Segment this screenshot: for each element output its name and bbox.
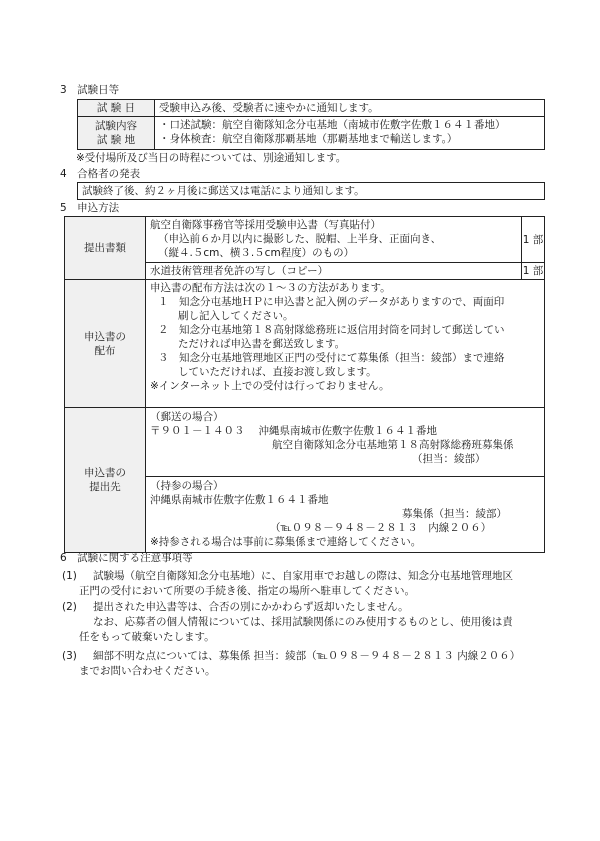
- mail-contact: （担当：綾部）: [412, 453, 486, 465]
- visit-block: [146, 477, 544, 552]
- section-3-note: ※受付場所及び当日の時程については、別途通知します。: [76, 152, 347, 164]
- exam-schedule-table: [77, 99, 545, 150]
- note-1-line1: 試験場（航空自衛隊知念分屯基地）に、自家用車でお越しの際は、知念分屯基地管理地区: [93, 570, 513, 582]
- application-form-line1: 航空自衛隊事務官等採用受験申込書（写真貼付）: [150, 219, 381, 231]
- exam-content-label-b: 試 験 地: [96, 134, 136, 146]
- distribution-method-2-cont: ただければ申込書を郵送致します。: [178, 338, 346, 350]
- note-2-line2: なお、応募者の個人情報については、採用試験関係にのみ使用するものとし、使用後は責: [93, 616, 513, 628]
- license-copy-text: 水道技術管理者免許の写し（コピー）: [146, 263, 522, 280]
- mail-org: 航空自衛隊知念分屯基地第１８高射隊総務班募集係: [272, 439, 514, 451]
- note-2-line3: 任をもって破棄いたします。: [79, 631, 215, 643]
- note-1-line2: 正門の受付において所要の手続き後、指定の場所へ駐車してください。: [79, 585, 415, 597]
- license-copy-qty: 1 部: [522, 263, 545, 280]
- visit-title: （持参の場合）: [150, 480, 224, 492]
- visit-tel: （℡０９８－９４８－２８１３ 内線２０６）: [270, 522, 492, 534]
- distribution-method-3: ３ 知念分屯基地管理地区正門の受付にて募集係（担当：綾部）まで連絡: [158, 352, 505, 364]
- distribution-method-1-cont: 刷し記入してください。: [178, 310, 294, 322]
- note-3-line2: までお問い合わせください。: [79, 665, 216, 677]
- section-3-heading: 3 試験日等: [60, 84, 120, 96]
- distribution-label-b: 配布: [94, 344, 116, 357]
- mail-zip: 〒９０１－１４０３: [150, 425, 245, 437]
- section-6-heading: 6 試験に関する注意事項等: [60, 552, 193, 564]
- mail-address-line: [150, 424, 540, 438]
- note-2-number: (2): [62, 601, 77, 613]
- application-form-line3: （縦４.５cm、横３.５cm程度）のもの）: [158, 247, 355, 259]
- note-1-number: (1): [62, 570, 77, 582]
- section-5-heading: 5 申込方法: [60, 202, 120, 214]
- visit-address: 沖縄県南城市佐敷字佐敷１６４１番地: [150, 494, 329, 506]
- distribution-method-1: １ 知念分屯基地ＨＰに申込書と記入例のデータがありますので、両面印: [158, 296, 505, 308]
- mail-address: 沖縄県南城市佐敷字佐敷１６４１番地: [258, 425, 437, 437]
- distribution-label-a: 申込書の: [84, 330, 126, 343]
- destination-label-a: 申込書の: [84, 467, 126, 479]
- mail-block: [146, 408, 544, 477]
- exam-content-cell: [155, 117, 545, 150]
- exam-content-label: [78, 117, 155, 150]
- distribution-method-3-cont: していただければ、直接お渡し致します。: [178, 366, 377, 378]
- application-table: [64, 216, 545, 553]
- visit-contact: 募集係（担当：綾部）: [402, 508, 507, 520]
- exam-date-label: 試 験 日: [78, 100, 155, 117]
- note-2-line1: 提出された申込書等は、合否の別にかかわらず返却いたしません。: [93, 601, 409, 613]
- note-3-line1: 細部不明な点については、募集係 担当：綾部（℡０９８－９４８－２８１３ 内線２０６）: [93, 650, 521, 662]
- distribution-cell: [146, 280, 545, 408]
- application-form-qty: 1 部: [522, 217, 545, 263]
- docs-label: 提出書類: [65, 217, 146, 280]
- visit-note: ※持参される場合は事前に募集係まで連絡してください。: [150, 536, 422, 548]
- destination-label-b: 提出先: [89, 481, 121, 493]
- result-table: [77, 182, 545, 200]
- destination-label: [65, 408, 146, 553]
- note-3-number: (3): [62, 650, 77, 662]
- physical-exam-text: ・身体検査：航空自衛隊那覇基地（那覇基地まで輸送します。）: [159, 133, 458, 145]
- section-4-heading: 4 合格者の発表: [60, 168, 141, 180]
- distribution-label: [65, 280, 146, 408]
- distribution-intro: 申込書の配布方法は次の１～３の方法があります。: [150, 282, 391, 294]
- oral-exam-text: ・口述試験：航空自衛隊知念分屯基地（南城市佐敷字佐敷１６４１番地）: [159, 119, 506, 131]
- destination-cell: [146, 408, 545, 553]
- application-form-cell: [146, 217, 522, 263]
- exam-date-text: 受験申込み後、受験者に速やかに通知します。: [155, 100, 545, 117]
- distribution-method-2: ２ 知念分屯基地第１８高射隊総務班に返信用封筒を同封して郵送してい: [158, 324, 505, 336]
- distribution-note: ※インターネット上での受付は行っておりません。: [150, 380, 390, 392]
- application-form-line2: （申込前６か月以内に撮影した、脱帽、上半身、正面向き、: [158, 233, 442, 245]
- result-text: 試験終了後、約２ヶ月後に郵送又は電話により通知します。: [78, 183, 545, 200]
- mail-title: （郵送の場合）: [150, 411, 224, 423]
- exam-content-label-a: 試験内容: [95, 120, 137, 132]
